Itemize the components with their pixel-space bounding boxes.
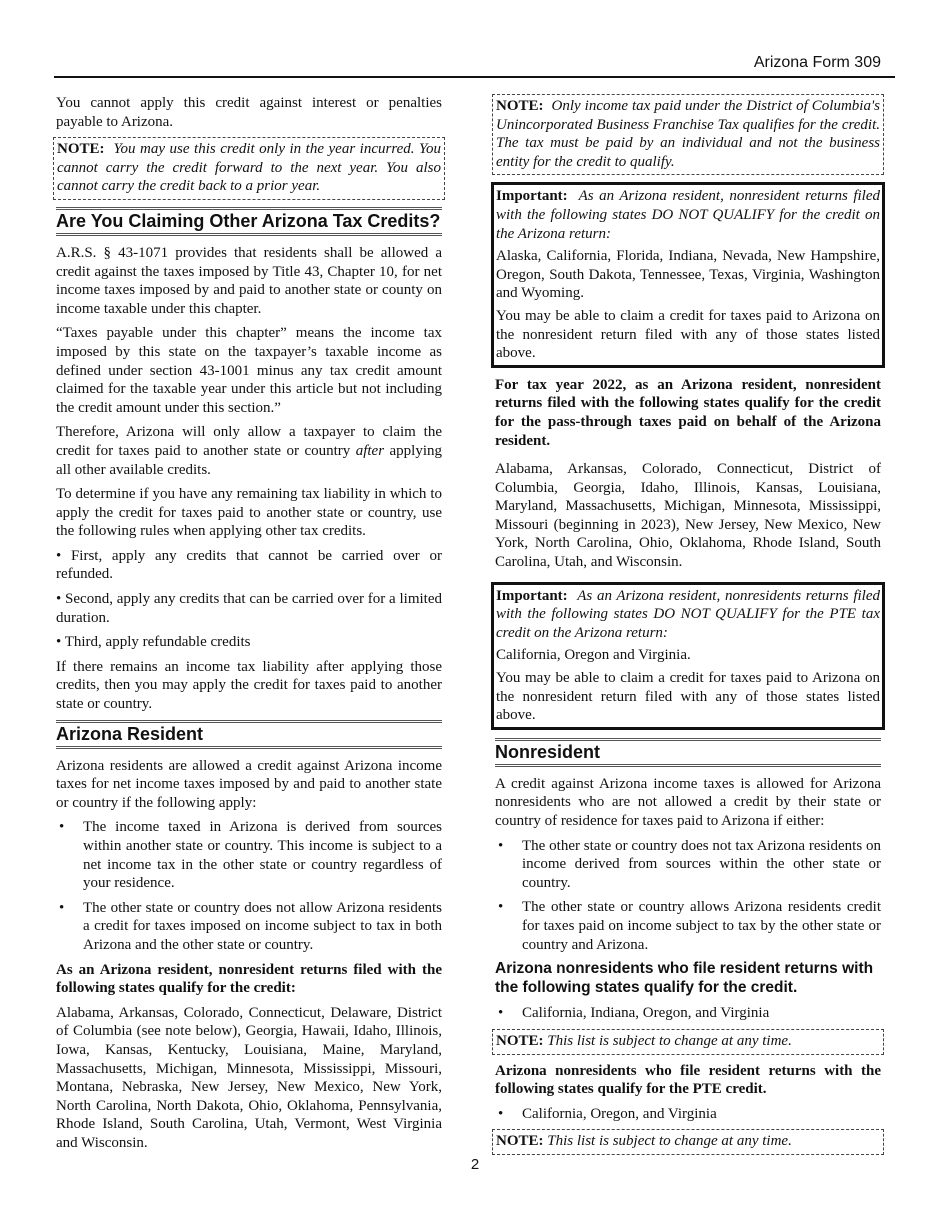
note-label: NOTE: <box>496 1032 544 1049</box>
therefore-text-after: applying all other available credits. <box>56 442 442 478</box>
pte-2022-heading <box>495 376 881 450</box>
qualify-heading-text: As an Arizona resident, nonresident returns filed with the following states qualify for the credit: <box>56 961 442 997</box>
section-heading-nonresident: Nonresident <box>495 738 881 767</box>
note-text: This list is subject to change at any time. <box>547 1032 792 1049</box>
important-label: Important: <box>496 188 568 205</box>
interest-paragraph: You cannot apply this credit against interest or penalties payable to Arizona. <box>56 95 442 130</box>
note-text: You may use this credit only in the year incurred. You cannot carry the credit forward to the next year. You also cannot carry the credit back to a prior year. <box>57 141 442 195</box>
important-intro <box>496 187 880 243</box>
qualifying-states: Alabama, Arkansas, Colorado, Connecticut, Delaware, District of Columbia (see note below), Georgia, Hawaii, Idaho, Illinois, Iowa, Kansas, Kentucky, Louisiana, Maine, Maryland, Massachusetts, Michigan, Minnesota, Mississippi, Missouri, Montana, Nebraska, New Jersey, New Mexico, New York, North Carolina, North Dakota, Ohio, Oklahoma, Pennsylvania, Rhode Island, South Carolina, Utah, Vermont, West Virginia and Wisconsin. <box>56 1004 442 1151</box>
important-claim: You may be able to claim a credit for taxes paid to Arizona on the nonresident return filed with any of those states listed above. <box>496 670 880 724</box>
header-rule <box>54 76 895 78</box>
taxes-payable-paragraph: “Taxes payable under this chapter” means the income tax imposed by this state on the taxpayer’s taxable income as defined under section 43-1001 minus any tax credit amount claimed for the taxable year under this article but not including the credit amount under this section.” <box>56 325 442 416</box>
qualify-heading <box>56 961 442 998</box>
nonresident-conditions-list <box>495 837 881 955</box>
important-claim: You may be able to claim a credit for taxes paid to Arizona on the nonresident return filed with any of those states listed above. <box>496 307 880 362</box>
list-item: • The other state or country does not allow Arizona residents a credit for taxes imposed on income subject to tax in both Arizona and the other state or country. <box>56 899 442 955</box>
left-column <box>56 94 442 1159</box>
rule-item: • Second, apply any credits that can be carried over for a limited duration. <box>56 591 442 626</box>
rule-item: • Third, apply refundable credits <box>56 634 251 651</box>
important-states: Alaska, California, Florida, Indiana, Nevada, New Hampshire, Oregon, South Dakota, Tennessee, Texas, Virginia, Washington and Wyoming. <box>496 248 880 302</box>
form-title: Arizona Form 309 <box>753 54 881 71</box>
credit-states-list <box>495 1004 881 1023</box>
section-heading-other-credits: Are You Claiming Other Arizona Tax Credits? <box>56 207 442 236</box>
pte-states-list <box>495 1105 881 1124</box>
page-number: 2 <box>470 1156 480 1173</box>
note-text: This list is subject to change at any time. <box>547 1133 792 1150</box>
residents-paragraph: Arizona residents are allowed a credit against Arizona income taxes for net income taxes imposed by and paid to another state or country if the following apply: <box>56 757 442 811</box>
list-item: • The other state or country allows Arizona residents credit for taxes paid on income subject to tax by the other state or country and Arizona. <box>495 898 881 954</box>
determine-paragraph: To determine if you have any remaining tax liability in which to apply the credit for taxes paid to another state or country, use the following rules when applying other tax credits. <box>56 486 442 540</box>
important-label: Important: <box>496 587 568 604</box>
note-label: NOTE: <box>496 1133 544 1150</box>
list-item: • The income taxed in Arizona is derived from sources within another state or country. This income is subject to a net income tax in the other state or country regardless of your residence. <box>56 818 442 892</box>
pte-credit-heading <box>495 1062 881 1099</box>
list-item: • The other state or country does not tax Arizona residents on income derived from sources within the other state or country. <box>495 837 881 893</box>
note-text: Only income tax paid under the District of Columbia's Unincorporated Business Franchise Tax qualifies for the credit. The tax must be paid by an individual and not the business entity for the credit to qualify. <box>496 98 880 170</box>
pte-credit-heading-text: Arizona nonresidents who file resident returns with the following states qualify for the PTE credit. <box>495 1062 881 1098</box>
therefore-text-before: Therefore, Arizona will only allow a taxpayer to claim the credit for taxes paid to another state or country <box>56 424 442 459</box>
pte-qualifying-states: Alabama, Arkansas, Colorado, Connecticut, District of Columbia, Georgia, Idaho, Illinois, Kansas, Louisiana, Maryland, Massachusetts, Michigan, Minnesota, Mississippi, Missouri (beginning in 2023), New Jersey, New Mexico, New York, North Carolina, Ohio, Oklahoma, Rhode Island, South Carolina, Utah, and Wisconsin. <box>495 461 881 571</box>
important-intro-text: As an Arizona resident, nonresidents returns filed with the following states DO NOT QUALIFY for the PTE tax credit on the Arizona return: <box>496 587 880 641</box>
note-box-year <box>53 137 445 200</box>
rule-item: • First, apply any credits that cannot be carried over or refunded. <box>56 547 442 583</box>
note-box-change <box>492 1029 884 1055</box>
important-states: California, Oregon and Virginia. <box>496 647 691 664</box>
note-label: NOTE: <box>57 141 105 158</box>
ars-paragraph: A.R.S. § 43-1071 provides that residents shall be allowed a credit against the taxes imposed by Title 43, Chapter 10, for net income taxes imposed by and paid to another state or county on income taxable under this chapter. <box>56 244 442 317</box>
right-column <box>495 94 881 1162</box>
remains-paragraph: If there remains an income tax liability after applying those credits, then you may apply the credit for taxes paid to another state or country. <box>56 658 442 713</box>
pte-2022-heading-text: For tax year 2022, as an Arizona resident, nonresident returns filed with the following states qualify for the credit for the pass-through taxes paid on behalf of the Arizona resident. <box>495 376 881 449</box>
list-item: • California, Indiana, Oregon, and Virginia <box>495 1004 881 1023</box>
section-heading-resident: Arizona Resident <box>56 720 442 749</box>
important-intro-text: As an Arizona resident, nonresident returns filed with the following states DO NOT QUALIFY for the credit on the Arizona return: <box>496 188 880 242</box>
note-box-dc <box>492 94 884 175</box>
therefore-text-italic: after <box>355 442 385 459</box>
important-box-pte <box>491 582 885 730</box>
list-item: • California, Oregon, and Virginia <box>495 1105 881 1124</box>
therefore-paragraph <box>56 423 442 479</box>
nonresident-credit-heading: Arizona nonresidents who file resident returns with the following states qualify for the credit. <box>495 960 874 996</box>
resident-conditions-list <box>56 818 442 954</box>
nonresident-paragraph: A credit against Arizona income taxes is allowed for Arizona nonresidents who are not allowed a credit by their state or country of residence for taxes paid to Arizona if either: <box>495 775 881 829</box>
note-label: NOTE: <box>496 98 544 114</box>
important-box-credit <box>491 182 885 367</box>
note-box-change <box>492 1129 884 1155</box>
important-intro <box>496 587 880 643</box>
